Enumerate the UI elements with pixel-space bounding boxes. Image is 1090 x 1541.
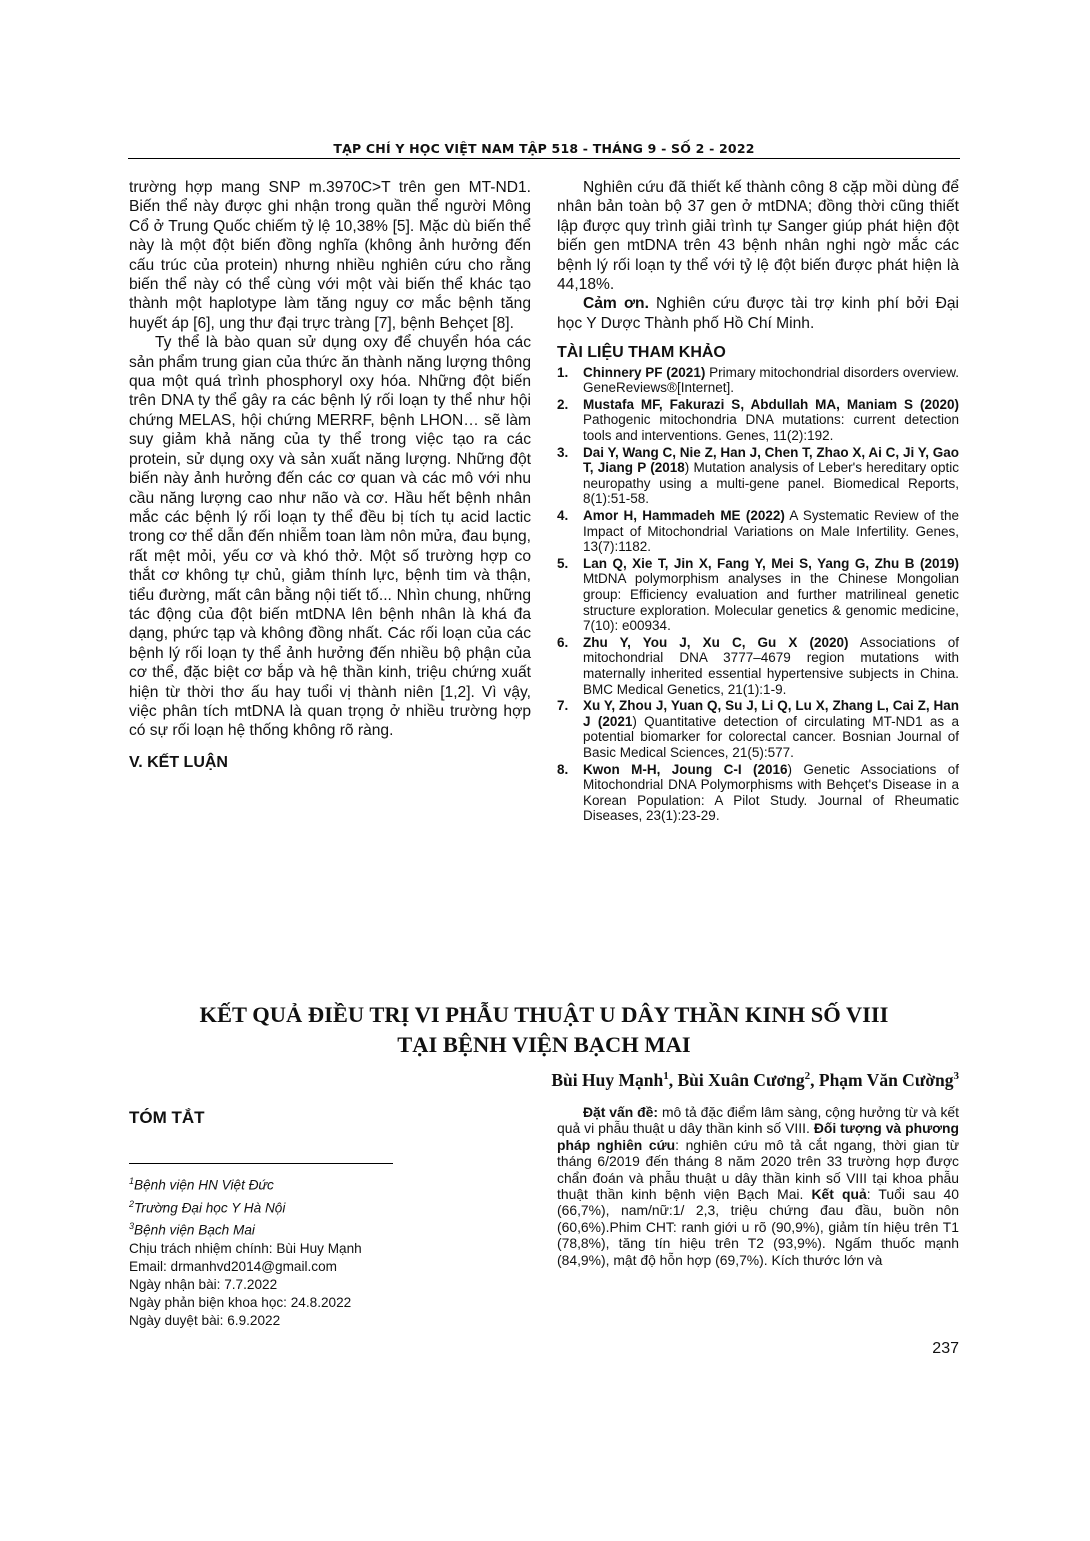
reference-authors: Amor H, Hammadeh ME (2022) — [583, 508, 785, 523]
author-affiliation-mark: 1 — [663, 1070, 669, 1083]
footnote-rule — [129, 1163, 393, 1164]
affiliation-name: Trường Đại học Y Hà Nội — [134, 1200, 286, 1216]
affiliation-mark: 1 — [129, 1176, 135, 1186]
abstract-results-text: : Tuổi sau 40 (66,7%), nam/nữ:1/ 2,3, triệu chứng đau đầu, buồn nôn (60,6%).Phim CHT: ranh giới u rõ (90,9%), giảm tín hiệu trên T1 (78,8%), tăng tín hiệu trên T2 (93,9%). Ngấm thuốc mạnh (84,9%), mật độ hỗn hợp (69,7%). Kích thước lớn và — [557, 1186, 960, 1268]
left-column — [129, 178, 531, 772]
paragraph-mitochondria: Ty thể là bào quan sử dụng oxy để chuyển hóa các sản phẩm trung gian của thức ăn thành năng lượng thông qua một quá trình phosphoryl oxy hóa. Những đột biến trên DNA ty thể gây ra các bệnh lý rối loạn ty thể như hội chứng MELAS, hội chứng MERRF, bệnh LHON… sẽ làm suy giảm khả năng của ty thể trong việc tạo ra các protein, sử dụng oxy và sản xuất năng lượng. Những đột biến này ảnh hưởng đến các cơ quan và các mô với nhu cầu năng lượng cao như não và cơ. Hầu hết bệnh nhân mắc các bệnh lý rối loạn ty thể đều bị tích tụ acid lactic trong cơ thể dẫn đến nhiễm toan làm nôn mửa, đau bụng, rất mệt mỏi, yếu cơ và khó thở. Một số trường hợp co thắt cơ không tự chủ, giảm thính lực, bệnh tim và thận, tiểu đường, mất cân bằng nội tiết tố... Nhìn chung, những tác động của đột biến mtDNA lên bệnh nhân là khá đa dạng, phức tạp và không đồng nhất. Các rối loạn của các bệnh lý rối loạn ty thể ảnh hưởng đến nhiều bộ phận của cơ thể, đặc biệt cơ bắp và hệ thần kinh, triệu chứng xuất hiện từ thời thơ ấu hay tuổi vị thành niên [1,2]. Vì vậy, việc phân tích mtDNA là quan trọng ở nhiều trường hợp có sự rối loạn hệ thống không rõ ràng. — [129, 334, 531, 740]
reference-number: 2. — [557, 396, 569, 412]
abstract-methods-text: : nghiên cứu mô tả cắt ngang, thời gian từ tháng 6/2019 đến tháng 8 năm 2020 trên 33 trường hợp được chẩn đoán và phẫu thuật u dây thần kinh số VIII tại khoa phẫu thuật thần kinh bệnh viện Bạch Mai. — [557, 1136, 959, 1203]
author-separator: , — [810, 1070, 819, 1090]
reference-number: 3. — [557, 444, 569, 460]
author-name: Bùi Huy Mạnh — [551, 1070, 664, 1090]
reference-item — [557, 698, 959, 760]
abstract-background-label: Đặt vấn đề: — [583, 1104, 659, 1120]
reference-text: ) Mutation analysis of Leber's hereditary optic neuropathy using a multi-gene panel. Biomedical Reports, 8(1):51-58. — [583, 460, 959, 507]
reference-item — [557, 445, 959, 507]
footnote-line: Ngày phản biện khoa học: 24.8.2022 — [129, 1294, 352, 1310]
reference-authors: Chinnery PF (2021) — [583, 364, 706, 380]
reference-item — [557, 508, 959, 555]
reference-authors: Kwon M-H, Joung C-I (2016 — [583, 761, 788, 777]
reference-number: 6. — [557, 634, 569, 650]
article-title — [128, 1000, 960, 1060]
affiliation-footnote — [129, 1195, 362, 1218]
reference-authors: Xu Y, Zhou J, Yuan Q, Su J, Li Q, Lu X, Zhang L, Cai Z, Han J (2021 — [583, 698, 959, 729]
reference-text: A Systematic Review of the Impact of Mitochondrial Variations on Male Infertility. Genes, 13(7):1182. — [583, 508, 959, 555]
references-heading: TÀI LIỆU THAM KHẢO — [557, 344, 726, 362]
reference-text: ) Genetic Associations of Mitochondrial DNA Polymorphisms with Behçet's Disease in a Korean Population: A Pilot Study. Journal of Rheumatic Diseases, 23(1):23-29. — [583, 761, 959, 824]
reference-authors: Mustafa MF, Fakurazi S, Abdullah MA, Maniam S (2020) — [583, 396, 959, 412]
reference-number: 5. — [557, 555, 569, 571]
header-rule — [128, 158, 960, 159]
affiliation-mark: 2 — [129, 1198, 135, 1209]
reference-text: Primary mitochondrial disorders overview. GeneReviews®[Internet]. — [583, 364, 959, 396]
author-separator: , — [668, 1070, 678, 1090]
reference-text: MtDNA polymorphism analyses in the Chinese Mongolian group: Efficiency evaluation and further matrilineal genetic structure exploration. Molecular genetics & genomic medicine, 7(10): e00934. — [583, 571, 959, 634]
acknowledgement-paragraph — [557, 294, 959, 333]
article-authors — [551, 1070, 959, 1091]
page-number: 237 — [932, 1340, 959, 1357]
reference-item — [557, 397, 959, 444]
article-title-line-2: TẠI BỆNH VIỆN BẠCH MAI — [397, 1032, 691, 1057]
reference-number: 7. — [557, 698, 569, 714]
acknowledgement-label: Cảm ơn. — [583, 295, 649, 313]
abstract-text — [557, 1104, 959, 1268]
reference-text: Pathogenic mitochondria DNA mutations: current detection tools and interventions. Genes, 11(2):192. — [583, 412, 959, 444]
affiliation-name: Bệnh viện HN Việt Đức — [134, 1177, 274, 1193]
section-heading-conclusion: V. KẾT LUẬN — [129, 753, 228, 771]
reference-number: 4. — [557, 508, 569, 523]
abstract-heading: TÓM TẮT — [129, 1108, 205, 1127]
reference-text: ) Quantitative detection of circulating MT-ND1 as a potential biomarker for colorectal cancer. Bosnian Journal of Basic Medical Sciences, 21(5):577. — [583, 713, 959, 760]
reference-item — [557, 762, 959, 824]
reference-number: 1. — [557, 364, 569, 380]
article-title-line-1: KẾT QUẢ ĐIỀU TRỊ VI PHẪU THUẬT U DÂY THẦN KINH SỐ VIII — [199, 1002, 889, 1027]
paragraph-continued: trường hợp mang SNP m.3970C>T trên gen MT-ND1. Biến thể này được ghi nhận trong quần thể người Mông Cổ ở Trung Quốc chiếm tỷ lệ 10,38% [5]. Mặc dù biến thể này là một đột biến đồng nghĩa (không ảnh hưởng đến cấu trúc của protein) nhưng nhiều nghiên cứu cho rằng biến thể này có thể cùng với một vài biến thể khác tạo thành một haplotype làm tăng nguy cơ mắc bệnh tăng huyết áp [6], ung thư đại trực tràng [7], bệnh Behçet [8]. — [129, 179, 531, 332]
running-header: TẠP CHÍ Y HỌC VIỆT NAM TẬP 518 - THÁNG 9 - SỐ 2 - 2022 — [333, 141, 755, 156]
footnote-line: Email: drmanhvd2014@gmail.com — [129, 1258, 337, 1274]
acknowledgement-text: Nghiên cứu được tài trợ kinh phí bởi Đại học Y Dược Thành phố Hồ Chí Minh. — [557, 295, 960, 332]
author-affiliation-mark: 3 — [953, 1070, 959, 1083]
references-list — [557, 365, 959, 824]
reference-authors: Lan Q, Xie T, Jin X, Fang Y, Mei S, Yang G, Zhu B (2019) — [583, 555, 959, 571]
abstract-results-label: Kết quả — [811, 1186, 867, 1203]
footnotes — [129, 1172, 362, 1330]
affiliation-mark: 3 — [129, 1221, 135, 1232]
reference-authors: Dai Y, Wang C, Nie Z, Han J, Chen T, Zhao X, Ai C, Ji Y, Gao T, Jiang P (2018 — [583, 444, 959, 476]
author-name: Phạm Văn Cường — [818, 1070, 954, 1090]
footnote-line: Ngày duyệt bài: 6.9.2022 — [129, 1312, 281, 1328]
reference-number: 8. — [557, 761, 569, 777]
reference-text: Associations of mitochondrial DNA 3777–4679 region mutations with maternally inherited essential hypertensive subjects in China. BMC Medical Genetics, 21(1):1-9. — [583, 634, 959, 697]
abstract-methods-label: Đối tượng và phương pháp nghiên cứu — [557, 1120, 959, 1153]
author-affiliation-mark: 2 — [804, 1070, 811, 1083]
footnote-line: Ngày nhận bài: 7.7.2022 — [129, 1276, 278, 1292]
reference-item — [557, 635, 959, 697]
right-column — [557, 178, 959, 825]
reference-item — [557, 556, 959, 634]
affiliation-footnote — [129, 1172, 362, 1195]
affiliation-footnote — [129, 1217, 362, 1240]
conclusion-paragraph: Nghiên cứu đã thiết kế thành công 8 cặp mồi dùng để nhân bản toàn bộ 37 gen ở mtDNA; đồng thời cũng thiết lập được quy trình giải trình tự Sanger giúp phát hiện đột biến gen mtDNA trên 43 bệnh nhân nghi ngờ mắc các bệnh lý rối loạn ty thể với tỷ lệ đột biến được phát hiện là 44,18%. — [557, 179, 959, 294]
reference-item — [557, 365, 959, 396]
footnote-line: Chịu trách nhiệm chính: Bùi Huy Mạnh — [129, 1240, 362, 1256]
abstract-background-text: mô tả đặc điểm lâm sàng, cộng hưởng từ và kết quả vi phẫu thuật u dây thần kinh số VIII. — [557, 1104, 960, 1137]
reference-authors: Zhu Y, You J, Xu C, Gu X (2020) — [583, 634, 849, 650]
affiliation-name: Bệnh viện Bạch Mai — [134, 1222, 255, 1238]
author-name: Bùi Xuân Cương — [677, 1070, 805, 1090]
